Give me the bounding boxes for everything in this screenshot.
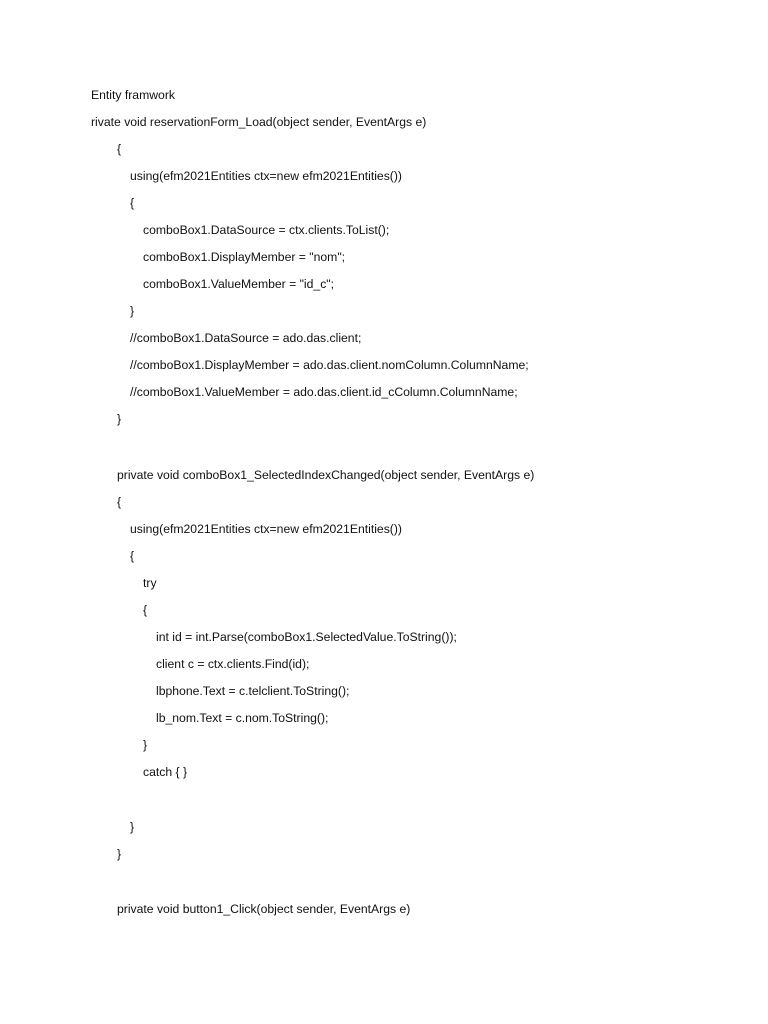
code-line: } <box>130 304 135 318</box>
code-comment-line: //comboBox1.DataSource = ado.das.client; <box>130 331 362 345</box>
code-line: lbphone.Text = c.telclient.ToString(); <box>156 684 350 698</box>
code-line: client c = ctx.clients.Find(id); <box>156 657 310 671</box>
code-line: } <box>143 738 148 752</box>
code-comment-line: //comboBox1.ValueMember = ado.das.client.id_cColumn.ColumnName; <box>130 385 518 399</box>
code-line: private void comboBox1_SelectedIndexChanged(object sender, EventArgs e) <box>117 468 535 482</box>
code-line: comboBox1.DataSource = ctx.clients.ToList(); <box>143 223 390 237</box>
code-line: { <box>117 142 122 156</box>
code-line: { <box>117 495 122 509</box>
code-line: } <box>130 820 135 834</box>
code-line: comboBox1.DisplayMember = "nom"; <box>143 250 346 264</box>
code-line: rivate void reservationForm_Load(object sender, EventArgs e) <box>91 115 427 129</box>
code-line: using(efm2021Entities ctx=new efm2021Entities()) <box>130 522 402 536</box>
code-line: using(efm2021Entities ctx=new efm2021Entities()) <box>130 169 402 183</box>
code-line: } <box>117 847 122 861</box>
code-line: int id = int.Parse(comboBox1.SelectedValue.ToString()); <box>156 630 457 644</box>
doc-heading: Entity framwork <box>91 88 175 102</box>
code-line: } <box>117 412 122 426</box>
code-line: lb_nom.Text = c.nom.ToString(); <box>156 711 329 725</box>
code-comment-line: //comboBox1.DisplayMember = ado.das.client.nomColumn.ColumnName; <box>130 358 529 372</box>
code-line: { <box>130 196 135 210</box>
code-line: private void button1_Click(object sender, EventArgs e) <box>117 902 411 916</box>
code-line: { <box>130 549 135 563</box>
code-line: try <box>143 576 157 590</box>
code-line: comboBox1.ValueMember = "id_c"; <box>143 277 334 291</box>
code-line: { <box>143 603 148 617</box>
code-line: catch { } <box>143 765 188 779</box>
